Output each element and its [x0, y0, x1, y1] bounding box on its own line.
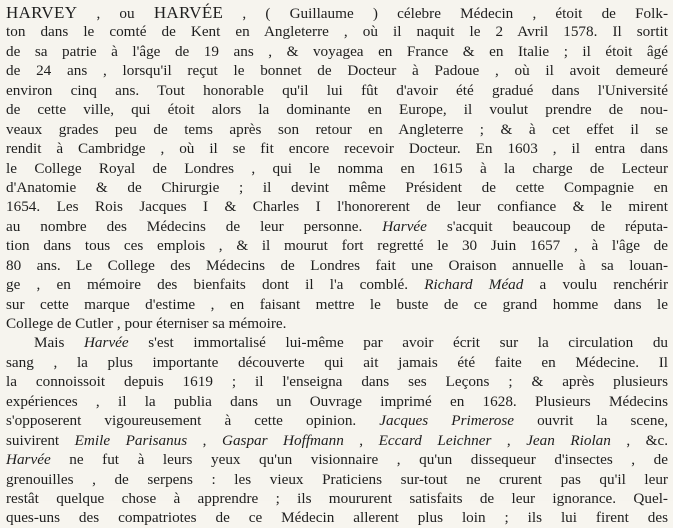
text-segment: tion dans tous ces emplois , & il mourut fort regretté le 30 Juin 1657 , à l'âge de	[6, 237, 668, 255]
headword: HARVÉE	[153, 3, 224, 22]
text-line	[6, 392, 668, 411]
text-segment: , ( Guillaume ) célebre Médecin , étoit de Folk-	[223, 5, 669, 22]
text-segment: veaux grades peu de tems après son retour en Angleterre ; & à cet effet il se	[6, 120, 668, 138]
text-line	[6, 333, 668, 352]
text-segment: , ou	[77, 5, 154, 22]
text-segment: College de Cutler , pour éterniser sa mémoire.	[6, 315, 287, 332]
text-segment: a voulu renchérir	[523, 276, 669, 294]
text-line	[6, 139, 668, 158]
text-segment: grenouilles , de serpens : les vieux Praticiens sur-tout ne crurent pas qu'il leur	[6, 470, 668, 488]
text-segment: ,	[343, 431, 379, 449]
text-segment: 80 ans. Le College des Médecins de Londres fait une Oraison annuelle à sa louan-	[6, 256, 668, 274]
text-line	[6, 217, 668, 236]
text-segment: de cette ville, qui étoit alors la dominante en Europe, il voulut prendre de nou-	[6, 101, 668, 119]
text-segment: ques-uns des compatriotes de ce Médecin allerent plus loin ; ils lui firent des	[6, 509, 668, 527]
italic-name: Jacques Primerose	[379, 412, 514, 430]
text-line	[6, 178, 668, 197]
text-segment: de 24 ans , lorsqu'il reçut le bonnet de Docteur à Padoue , où il avoit demeuré	[6, 62, 668, 80]
text-line	[6, 81, 668, 100]
italic-name: Emile Parisanus	[74, 431, 188, 449]
text-segment: 1654. Les Rois Jacques I & Charles I l'honorerent de leur confiance & le mirent	[6, 198, 668, 216]
text-segment: s'est immortalisé lui-même par avoir écrit sur la circulation du	[128, 334, 669, 352]
text-line	[6, 197, 668, 216]
text-line	[6, 489, 668, 508]
headword: HARVEY	[6, 3, 78, 22]
italic-name: Eccard Leichner	[378, 431, 492, 449]
text-segment: environ cinq ans. Tout honorable qu'il lui fût d'avoir été gradué dans l'Université	[6, 81, 668, 99]
text-line	[6, 120, 668, 139]
text-line	[6, 314, 668, 333]
text-line	[6, 100, 668, 119]
text-line	[6, 61, 668, 80]
text-line	[6, 450, 668, 469]
text-segment: le College Royal de Londres , qui le nomma en 1615 à la charge de Lecteur	[6, 159, 668, 177]
italic-name: Harvée	[382, 217, 427, 235]
text-line	[6, 3, 668, 22]
italic-name: Harvée	[83, 334, 129, 352]
text-line	[6, 236, 668, 255]
text-segment: d'Anatomie & de Chirurgie ; il devint même Président de cette Compagnie en	[6, 178, 668, 196]
text-line	[6, 411, 668, 430]
text-segment: Mais	[34, 334, 84, 352]
text-segment: s'opposerent vigoureusement à cette opinion.	[6, 412, 380, 430]
text-segment: suivirent	[6, 431, 75, 449]
text-line	[6, 159, 668, 178]
text-segment: ,	[187, 431, 222, 449]
italic-name: Gaspar Hoffmann	[221, 431, 344, 449]
text-segment: ton dans le comté de Kent en Angleterre , où il naquit le 2 Avril 1578. Il sortit	[6, 23, 668, 41]
italic-name: Richard Méad	[424, 276, 524, 294]
text-segment: ne fut à leurs yeux qu'un visionnaire , qu'un dissequeur d'insectes , de	[50, 451, 668, 469]
text-line	[6, 353, 668, 372]
text-segment: ge , en mémoire des bienfaits dont il l'a comblé.	[6, 276, 425, 294]
text-segment: la connoissoit depuis 1619 ; il l'enseigna dans ses Leçons ; & après plusieurs	[6, 373, 668, 391]
text-segment: au nombre des Médecins de leur personne.	[6, 217, 383, 235]
text-line	[6, 508, 668, 527]
text-line	[6, 431, 668, 450]
italic-name: Jean Riolan	[526, 431, 611, 449]
text-line	[6, 275, 668, 294]
text-segment: , &c.	[610, 431, 669, 449]
text-segment: sang , la plus importante découverte qui ait jamais été faite en Médecine. Il	[6, 353, 668, 371]
text-line	[6, 295, 668, 314]
text-line	[6, 372, 668, 391]
text-segment: rendit à Cambridge , où il se fit encore recevoir Docteur. En 1603 , il entra dans	[6, 140, 668, 158]
text-segment: restât quelque chose à apprendre ; ils moururent satisfaits de leur ignorance. Quel-	[6, 489, 668, 507]
text-segment: ouvrit la scene,	[514, 412, 668, 430]
text-line	[6, 42, 668, 61]
text-line	[6, 22, 668, 41]
biography-article	[6, 3, 668, 528]
text-segment: ,	[491, 431, 527, 449]
text-segment: s'acquit beaucoup de réputa-	[426, 217, 668, 235]
text-segment: de sa patrie à l'âge de 19 ans , & voyagea en France & en Italie ; il étoit âgé	[6, 42, 668, 60]
text-line	[6, 256, 668, 275]
text-segment: sur cette marque d'estime , en faisant mettre le buste de ce grand homme dans le	[6, 295, 668, 313]
text-segment: expériences , il la publia dans un Ouvrage imprimé en 1628. Plusieurs Médecins	[6, 392, 668, 410]
italic-name: Harvée	[6, 451, 51, 469]
text-line	[6, 470, 668, 489]
